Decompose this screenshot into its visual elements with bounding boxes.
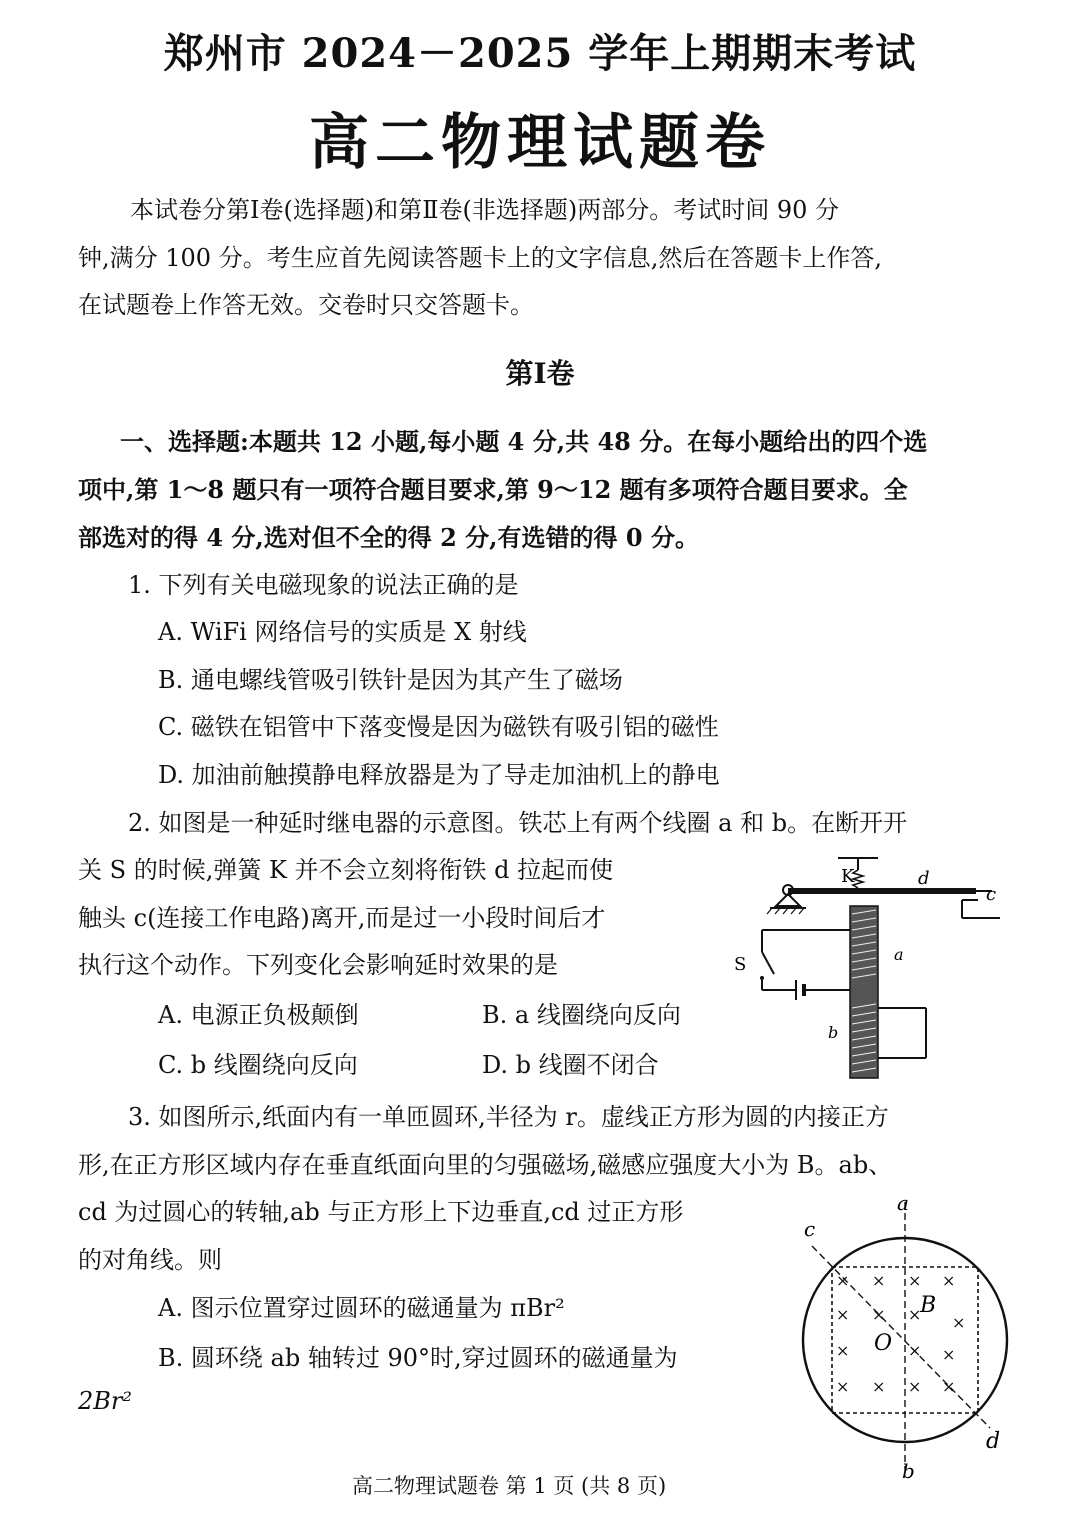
q2-stem-line-3: 触头 c(连接工作电路)离开,而是过一小段时间后才 (78, 904, 606, 932)
q3-option-a: A. 图示位置穿过圆环的磁通量为 πBr² (158, 1294, 565, 1322)
q2-option-b: B. a 线圈绕向反向 (482, 1001, 681, 1029)
svg-text:×: × (942, 1345, 956, 1364)
q1-option-a: A. WiFi 网络信号的实质是 X 射线 (158, 618, 527, 646)
section-instructions-line-1: 一、选择题:本题共 12 小题,每小题 4 分,共 48 分。在每小题给出的四个选 (120, 427, 928, 456)
section-instructions-line-2: 项中,第 1～8 题只有一项符合题目要求,第 9～12 题有多项符合题目要求。全 (78, 475, 908, 504)
label-coil-b: b (828, 1023, 839, 1042)
svg-text:×: × (942, 1271, 956, 1290)
section-instructions-line-3: 部选对的得 4 分,选对但不全的得 2 分,有选错的得 0 分。 (78, 523, 699, 552)
svg-text:×: × (836, 1271, 850, 1290)
svg-text:×: × (908, 1341, 922, 1360)
label-coil-a: a (894, 945, 904, 964)
svg-text:×: × (908, 1377, 922, 1396)
svg-text:×: × (872, 1305, 886, 1324)
q3-stem-line-4: 的对角线。则 (78, 1246, 222, 1274)
q2-option-a: A. 电源正负极颠倒 (158, 1001, 359, 1029)
volume-title: 第Ⅰ卷 (505, 357, 575, 390)
q2-stem-line-4: 执行这个动作。下列变化会影响延时效果的是 (78, 951, 558, 979)
relay-diagram (730, 848, 1020, 1083)
label-a: a (897, 1191, 909, 1215)
q2-option-d: D. b 线圈不闭合 (482, 1051, 659, 1079)
q3-option-b-continued: 2Br² (78, 1387, 132, 1415)
q3-stem-line-2: 形,在正方形区域内存在垂直纸面向里的匀强磁场,磁感应强度大小为 B。ab、 (78, 1151, 893, 1179)
q1-option-c: C. 磁铁在铝管中下落变慢是因为磁铁有吸引铝的磁性 (158, 713, 719, 741)
switch-s (762, 952, 774, 974)
svg-text:×: × (872, 1271, 886, 1290)
intro-line-2: 钟,满分 100 分。考生应首先阅读答题卡上的文字信息,然后在答题卡上作答, (78, 244, 882, 272)
svg-text:×: × (836, 1305, 850, 1324)
paper-title: 高二物理试题卷 (309, 108, 771, 178)
q1-stem: 1. 下列有关电磁现象的说法正确的是 (128, 571, 519, 599)
label-b: b (902, 1459, 915, 1482)
q1-option-d: D. 加油前触摸静电释放器是为了导走加油机上的静电 (158, 761, 720, 789)
ring-diagram (790, 1190, 1020, 1482)
label-c: c (986, 884, 997, 905)
intro-line-3: 在试题卷上作答无效。交卷时只交答题卡。 (78, 291, 534, 319)
label-c-axis: c (804, 1217, 816, 1241)
q1-option-b: B. 通电螺线管吸引铁针是因为其产生了磁场 (158, 666, 623, 694)
svg-text:×: × (836, 1341, 850, 1360)
svg-text:×: × (952, 1313, 966, 1332)
label-field-b: B (920, 1293, 937, 1318)
page-footer: 高二物理试题卷 第 1 页 (共 8 页) (352, 1474, 667, 1498)
armature-d (788, 888, 976, 894)
spring-k (853, 870, 863, 888)
svg-text:×: × (872, 1377, 886, 1396)
svg-text:×: × (908, 1271, 922, 1290)
svg-text:×: × (908, 1305, 922, 1324)
label-d-axis: d (986, 1429, 1001, 1454)
q3-option-b: B. 圆环绕 ab 轴转过 90°时,穿过圆环的磁通量为 (158, 1344, 678, 1372)
label-d: d (918, 868, 930, 889)
q2-stem-line-1: 2. 如图是一种延时继电器的示意图。铁芯上有两个线圈 a 和 b。在断开开 (128, 809, 908, 837)
q3-stem-line-1: 3. 如图所示,纸面内有一单匝圆环,半径为 r。虚线正方形为圆的内接正方 (128, 1103, 889, 1131)
label-k: K (841, 866, 855, 887)
svg-text:×: × (836, 1377, 850, 1396)
label-center: O (874, 1331, 893, 1356)
q2-stem-line-2: 关 S 的时候,弹簧 K 并不会立刻将衔铁 d 拉起而使 (78, 856, 614, 884)
exam-title: 郑州市 2024－2025 学年上期期末考试 (163, 30, 917, 77)
q2-option-c: C. b 线圈绕向反向 (158, 1051, 358, 1079)
q3-stem-line-3: cd 为过圆心的转轴,ab 与正方形上下边垂直,cd 过正方形 (78, 1198, 684, 1226)
label-s: S (734, 954, 747, 975)
intro-line-1: 本试卷分第Ⅰ卷(选择题)和第Ⅱ卷(非选择题)两部分。考试时间 90 分 (130, 196, 840, 224)
svg-text:×: × (942, 1377, 956, 1396)
